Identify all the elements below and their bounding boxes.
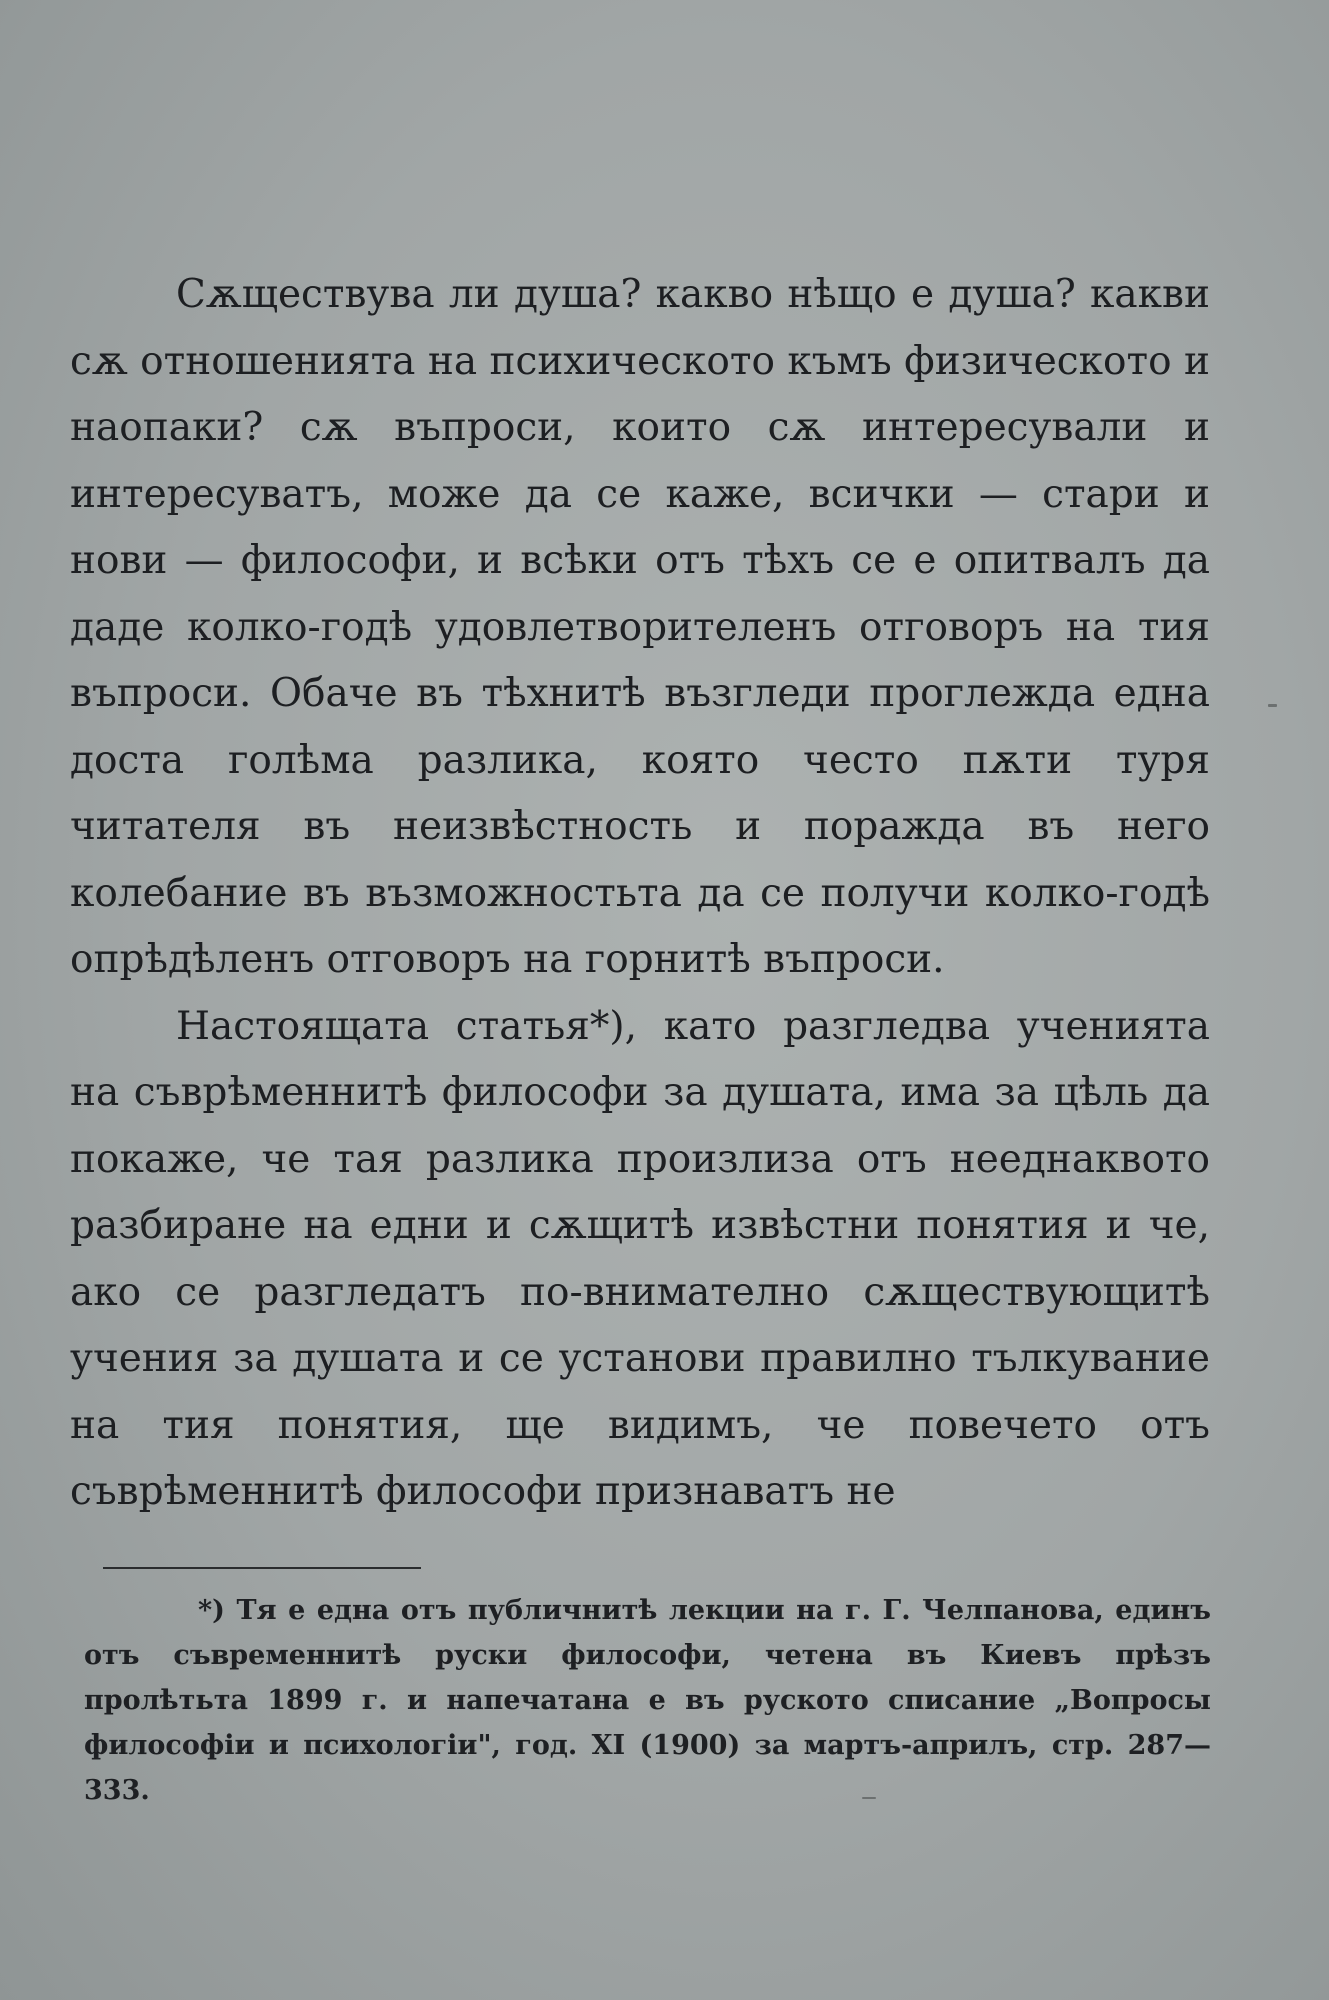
paragraph-2: Настоящата статья*), като разгледва ученията на съврѣменнитѣ философи за душата, има за цѣль да покаже, че тая разлика произлиза отъ нееднаквото разбиране на едни и сѫщитѣ извѣстни понятия и че, ако се разгледатъ по-внимателно сѫществующитѣ учения за душата и се установи правилно тълкувание на тия понятия, ще видимъ, че повечето отъ съврѣменнитѣ философи признаватъ не — [70, 1003, 1210, 1514]
footnote: *) Тя е една отъ публичнитѣ лекции на г. Г. Челпанова, единъ отъ съвременнитѣ руски философи, четена въ Киевъ прѣзъ пролѣтьта 1899 г. и напечатана е въ руското списание „Вопросы философіи и психологіи", год. XI (1900) за мартъ-априлъ, стр. 287—333. — [84, 1595, 1211, 1806]
paper-speck — [862, 1797, 876, 1799]
paper-speck — [1268, 704, 1277, 707]
paragraph-1: Сѫществува ли душа? какво нѣщо е душа? какви сѫ отношенията на психическото къмъ физическото и наопаки? сѫ въпроси, които сѫ интересували и интересуватъ, може да се каже, всички — стари и нови — философи, и всѣки отъ тѣхъ се е опитвалъ да даде колко-годѣ удовлетворителенъ отговоръ на тия въпроси. Обаче въ тѣхнитѣ възгледи проглежда една доста голѣма разлика, която често пѫти туря читателя въ неизвѣстность и поражда въ него колебание въ възможностьта да се получи колко-годѣ опрѣдѣленъ отговоръ на горнитѣ въпроси. — [70, 272, 1210, 982]
main-text-block — [70, 262, 1210, 1526]
footnote-separator — [103, 1567, 421, 1569]
